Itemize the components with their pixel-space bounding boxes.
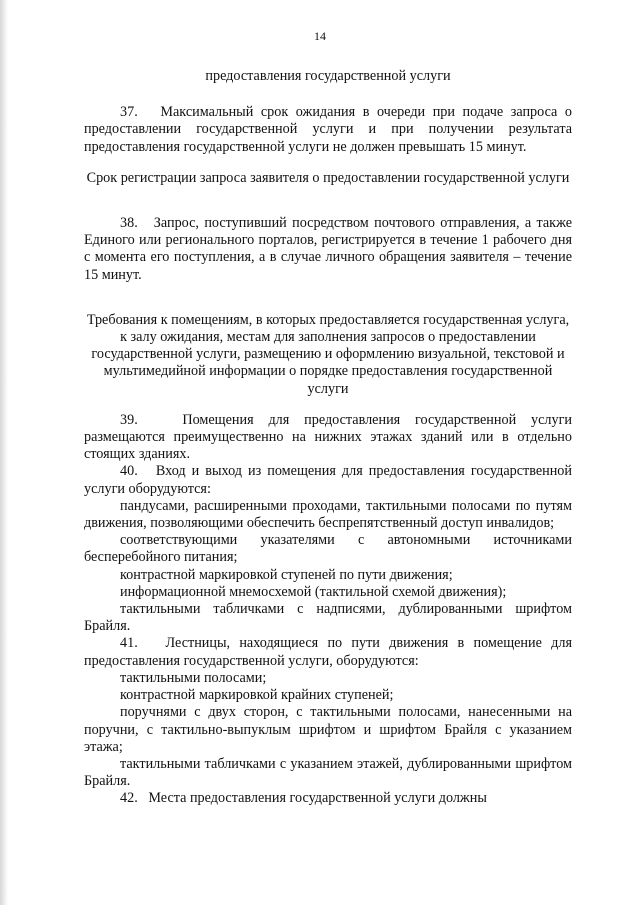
paragraph-40-item: соответствующими указателями с автономными источниками бесперебойного питания; [84,532,572,566]
paragraph-40: 40. Вход и выход из помещения для предоставления государственной услуги оборудуются: [84,463,572,497]
paragraph-41-item: тактильными полосами; [120,669,267,686]
section-heading-2: Срок регистрации запроса заявителя о предоставлении государственной услуги [86,169,570,186]
paragraph-38: 38. Запрос, поступивший посредством почтового отправления, а также Единого или регионального порталов, регистрируется в течение 1 рабочего дня с момента его поступления, а в случае личного обращения заявителя – течение 15 минут. [84,215,572,283]
paragraph-42: 42. Места предоставления государственной услуги должны [120,790,487,807]
paragraph-40-item: информационной мнемосхемой (тактильной схемой движения); [120,583,507,600]
paragraph-40-item: контрастной маркировкой ступеней по пути движения; [120,566,453,583]
paragraph-41: 41. Лестницы, находящиеся по пути движения в помещение для предоставления государственной услуги, оборудуются: [84,635,572,669]
paragraph-41-item: контрастной маркировкой крайних ступеней; [120,687,394,704]
section-heading-1: предоставления государственной услуги [205,68,451,84]
paragraph-41-item: тактильными табличками с указанием этажей, дублированными шрифтом Брайля. [84,755,572,790]
paragraph-41-item: поручнями с двух сторон, с тактильными полосами, нанесенными на поручни, с тактильно-выпуклым шрифтом и шрифтом Брайля с указанием этажа; [84,704,572,755]
paragraph-39: 39. Помещения для предоставления государственной услуги размещаются преимущественно на нижних этажах зданий или в отдельно стоящих зданиях. [84,411,572,463]
scan-edge [0,0,8,905]
section-heading-3: Требования к помещениям, в которых предоставляется государственная услуга, к залу ожидания, местам для заполнения запросов о предоставлении государственной услуги, размещению и оформлению визуальной, текстовой и мультимедийной информации о порядке предоставления государственной услуги [86,311,570,397]
paragraph-37: 37. Максимальный срок ожидания в очереди при подаче запроса о предоставлении государственной услуги и при получении результата предоставления государственной услуги не должен превышать 15 минут. [84,104,572,155]
page-number: 14 [314,29,326,43]
page-content [84,68,572,808]
paragraph-40-item: тактильными табличками с надписями, дублированными шрифтом Брайля. [84,601,572,635]
paragraph-40-item: пандусами, расширенными проходами, тактильными полосами по путям движения, позволяющими обеспечить беспрепятственный доступ инвалидов; [84,497,572,532]
